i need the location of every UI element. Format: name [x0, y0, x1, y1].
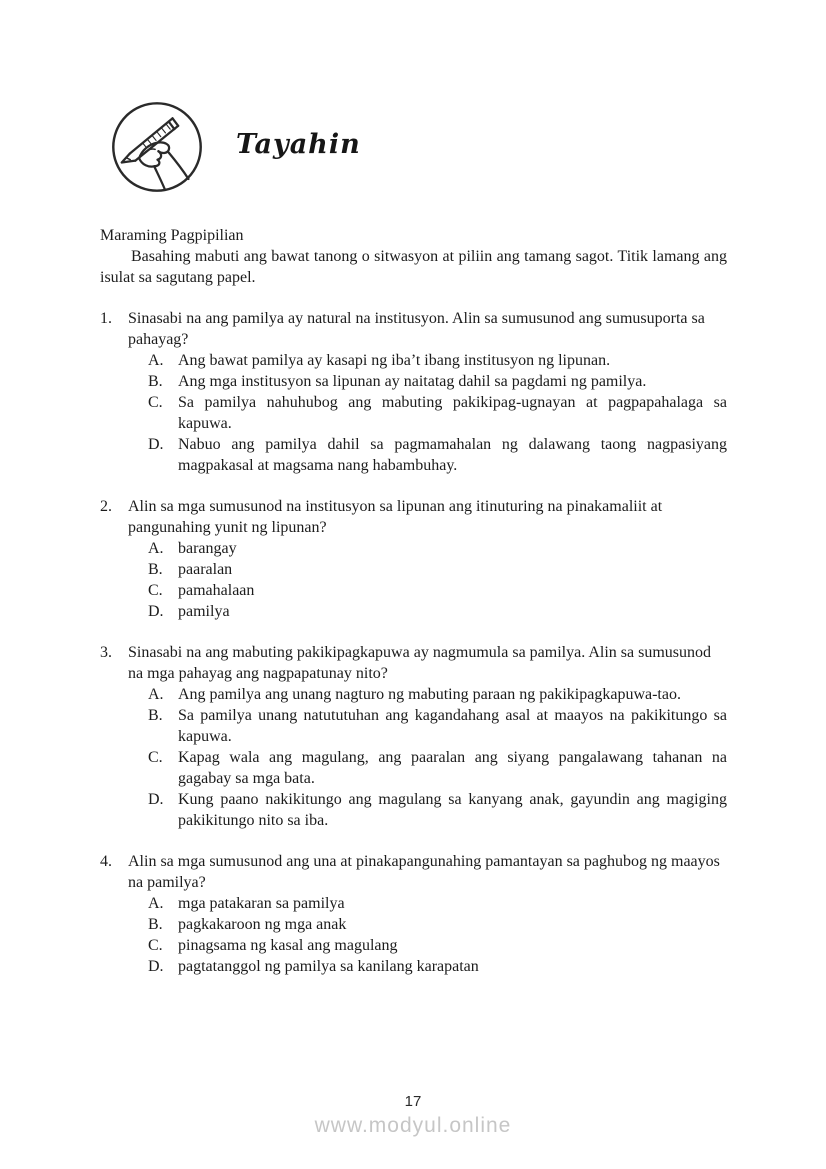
question-body [128, 308, 727, 476]
option-letter: C. [148, 394, 163, 411]
question-item [100, 642, 727, 831]
question-item [100, 851, 727, 977]
question-item [100, 496, 727, 622]
option-item [148, 580, 727, 601]
option-letter: A. [148, 686, 164, 703]
option-item [148, 914, 727, 935]
option-text: Nabuo ang pamilya dahil sa pagmamahalan ng dalawang taong nagpasiyang magpakasal at magsama nang habambuhay. [178, 436, 727, 474]
option-text: pagkakaroon ng mga anak [178, 916, 347, 933]
option-item [148, 601, 727, 622]
option-letter: D. [148, 603, 164, 620]
question-body [128, 642, 727, 831]
option-text: Ang bawat pamilya ay kasapi ng iba’t ibang institusyon ng lipunan. [178, 352, 611, 369]
option-text: Sa pamilya unang natututuhan ang kagandahang asal at maayos na pakikitungo sa kapuwa. [178, 707, 727, 745]
option-item [148, 371, 727, 392]
option-letter: D. [148, 436, 164, 453]
option-item [148, 434, 727, 476]
option-item [148, 893, 727, 914]
option-item [148, 684, 727, 705]
option-item [148, 350, 727, 371]
option-text: pamahalaan [178, 582, 255, 599]
content [100, 225, 727, 977]
options-list [148, 684, 727, 831]
watermark: www.modyul.online [314, 1114, 512, 1137]
option-text: mga patakaran sa pamilya [178, 895, 345, 912]
option-text: Kapag wala ang magulang, ang paaralan ang siyang pangalawang tahanan na gagabay sa mga bata. [178, 749, 727, 787]
option-item [148, 392, 727, 434]
option-item [148, 956, 727, 977]
option-letter: D. [148, 791, 164, 808]
question-text: Sinasabi na ang mabuting pakikipagkapuwa ay nagmumula sa pamilya. Alin sa sumusunod na mga pahayag ang nagpapatunay nito? [128, 644, 712, 682]
option-text: pagtatanggol ng pamilya sa kanilang karapatan [178, 958, 479, 975]
option-letter: A. [148, 895, 164, 912]
option-text: pamilya [178, 603, 230, 620]
question-text: Alin sa mga sumusunod na institusyon sa lipunan ang itinuturing na pinakamaliit at pangunahing yunit ng lipunan? [128, 498, 663, 536]
option-text: Ang pamilya ang unang nagturo ng mabuting paraan ng pakikipagkapuwa-tao. [178, 686, 681, 703]
instructions-text: Basahing mabuti ang bawat tanong o sitwasyon at piliin ang tamang sagot. Titik lamang ang isulat sa sagutang papel. [100, 248, 727, 286]
header [110, 100, 361, 194]
options-list [148, 538, 727, 622]
section-heading: Maraming Pagpipilian [100, 227, 244, 244]
question-number: 1. [100, 310, 112, 327]
option-item [148, 747, 727, 789]
option-letter: B. [148, 707, 163, 724]
option-item [148, 559, 727, 580]
page-number: 17 [404, 1093, 422, 1110]
question-number: 3. [100, 644, 112, 661]
option-text: Ang mga institusyon sa lipunan ay naitatag dahil sa pagdami ng pamilya. [178, 373, 647, 390]
questions-list [100, 308, 727, 977]
hand-writing-pencil-icon [110, 100, 204, 194]
option-letter: B. [148, 561, 163, 578]
options-list [148, 350, 727, 476]
option-letter: C. [148, 582, 163, 599]
options-list [148, 893, 727, 977]
page-title: Tayahin [236, 128, 361, 160]
question-number: 4. [100, 853, 112, 870]
option-item [148, 705, 727, 747]
option-letter: C. [148, 937, 163, 954]
option-letter: D. [148, 958, 164, 975]
option-text: Kung paano nakikitungo ang magulang sa kanyang anak, gayundin ang magiging pakikitungo nito sa iba. [178, 791, 727, 829]
question-text: Alin sa mga sumusunod ang una at pinakapangunahing pamantayan sa paghubog ng maayos na pamilya? [128, 853, 720, 891]
question-body [128, 496, 727, 622]
option-item [148, 538, 727, 559]
question-body [128, 851, 727, 977]
option-item [148, 789, 727, 831]
option-letter: B. [148, 373, 163, 390]
option-letter: A. [148, 352, 164, 369]
option-letter: B. [148, 916, 163, 933]
option-text: barangay [178, 540, 237, 557]
footer [0, 1093, 826, 1138]
option-text: Sa pamilya nahuhubog ang mabuting pakikipag-ugnayan at pagpapahalaga sa kapuwa. [178, 394, 727, 432]
option-text: paaralan [178, 561, 233, 578]
question-text: Sinasabi na ang pamilya ay natural na institusyon. Alin sa sumusunod ang sumusuporta sa pahayag? [128, 310, 705, 348]
option-item [148, 935, 727, 956]
option-text: pinagsama ng kasal ang magulang [178, 937, 398, 954]
question-item [100, 308, 727, 476]
question-number: 2. [100, 498, 112, 515]
option-letter: C. [148, 749, 163, 766]
option-letter: A. [148, 540, 164, 557]
